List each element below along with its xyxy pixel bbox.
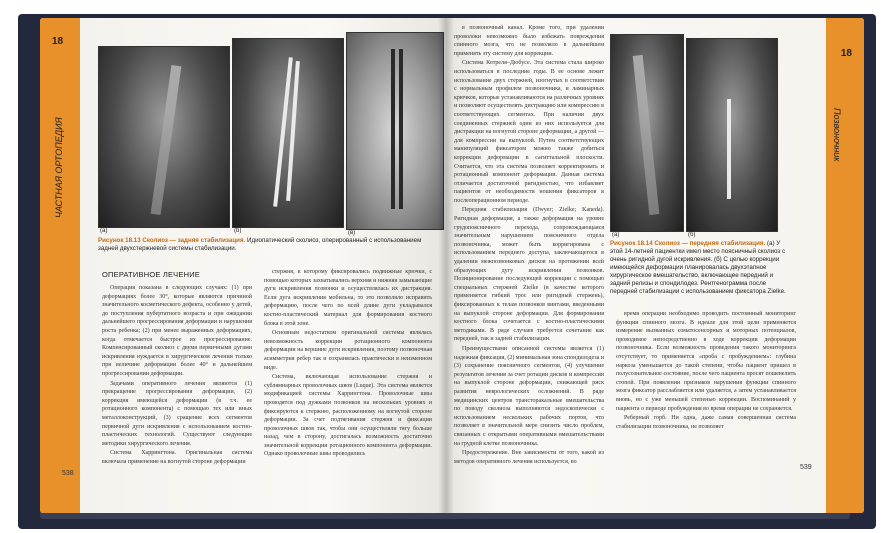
- paragraph: Система, включающая использование стержня и сублямнарных проволочных швов (Luque). Эта система является модификацией системы Харрингтона. Проволочные швы проводятся под дужками позвонков на нескольких уровнях и фиксируются к стержню, расположенному на вогнутой стороне деформации. За счет подтягивания стержня и фиксации проволочных швов так, чтобы они осуществляли тягу больше назад, чем в сторону, достигалась возможность достаточно значительной коррекции ротационного компонента деформации. Однако проволочные швы проводились: [264, 374, 432, 458]
- page-number-right: 539: [800, 464, 812, 471]
- caption-text: Идиопатический сколиоз, оперированный с использованием задней двухстержневой системы стабилизации.: [98, 237, 422, 252]
- paragraph: Задачами оперативного лечения являются (1) прекращение прогрессирования деформации, (2) коррекция имеющейся деформации (в т.ч. ее ротационного компонента) с помощью тех или иных металлоконструкций, (3) сращение всех сегментов первичной дуги искривления с использованием костно-пластических технологий. Существуют следующие методики хирургического лечения.: [102, 380, 252, 447]
- text-column-left-1: [102, 284, 252, 502]
- paragraph: Система Котреля–Дюбусе. Эта система стала широко использоваться в последние годы. В ее основе лежит использование двух стержней, изогнутых в соответствии с нормальным профилем позвоночника, и ламинарных крючков, которые устанавливаются на различных уровнях и позволяют осуществлять дистракцию или компрессию в соответствующих сегментах. При наличии двух соединенных стержней один из них используется для дистракции на вогнутой стороне деформации, а другой — для компрессии на выпуклой. Путем соответствующих манипуляций фиксатором можно также добиться коррекции деформации в сагиттальной плоскости. Считается, что эта система позволяет корректировать и ротационный компонент деформации. Данная система отличается достаточной ригидностью, что избавляет пациентов от необходимости ношения фиксаторов в послеоперационном периоде.: [454, 60, 604, 204]
- chapter-number-left: 18: [52, 36, 64, 47]
- xray-image-14b: [686, 38, 778, 232]
- xray-image-14a: [610, 34, 684, 232]
- figure-label-b: (b): [234, 228, 242, 234]
- figure-label-14b: (б): [688, 232, 696, 238]
- section-heading: ОПЕРАТИВНОЕ ЛЕЧЕНИЕ: [102, 270, 200, 279]
- caption-lead: Рисунок 18.13 Сколиоз — задняя стабилизация.: [98, 237, 246, 244]
- caption-text: (a) У этой 14-летней пациентки имел место поясничный сколиоз с очень ригидной дугой искривления. (б) С целью коррекции имеющейся деформации планировалась двухэтапное хирургическое вмешательство, включающее передний и задний релизы и спондилодез. Рентгенограмма после передней стабилизации с использованием фиксатора Zielke.: [610, 240, 786, 295]
- left-page: [40, 18, 446, 513]
- chapter-tab-right: [826, 18, 864, 513]
- xray-image-a: [98, 46, 230, 228]
- chapter-number-right: 18: [840, 48, 852, 59]
- paragraph: Реберный горб. Ни одна, даже самая совершенная система стабилизации позвоночника, не позволяет: [616, 415, 796, 430]
- text-column-left-2: [264, 268, 432, 496]
- running-head-left: ЧАСТНАЯ ОРТОПЕДИЯ: [54, 117, 64, 218]
- paragraph: в позвоночный канал. Кроме того, при удалении проволоки невозможно было избежать повреждения спинного мозга, что не позволяло в дальнейшем применять эту систему для коррекции.: [454, 25, 604, 57]
- paragraph: Система Харрингтона. Оригинальная система включала применение на вогнутой стороне деформации: [102, 450, 252, 465]
- right-page: [446, 18, 864, 513]
- paragraph: Передняя стабилизация (Dwyer; Zielke; Kaneda). Ригидная деформация, а также деформация на уровне грудопоясничного перехода, сопровождающаяся значительным нарушением поясничного отдела позвоночника, может быть корригирована с использованием переднего доступа, заключающегося в удалении межпозвонковых дисков на протяжении всей образующих дугу искривления позвонков. Позиционирование последующей коррекции с помощью специальных стержней Zielke (в качестве которого применяется гибкий трос или ригидный стержень), фиксированных к телам позвонков винтами, введенными на выпуклой стороне деформации. Для формирования костного блока сочетается с костно-пластическими методиками. В ряде случаев требуется сочетание как передней, так и задней стабилизации.: [454, 207, 604, 343]
- figure-label-a: (a): [100, 228, 108, 234]
- paragraph: время операции необходимо проводить постоянный мониторинг функции спинного мозга. В идеале для этой цели применяется измерение вызванных соматосенсорных и моторных потенциалов, проводимое непосредственно в ходе коррекции деформации позвоночника. Если возможность проведения такого мониторинга отсутствует, то применяется «проба с пробуждением»: глубина наркоза уменьшается до такой степени, чтобы пациент пришел в полусознательное состояние, после чего пациента просят пошевелить стопой. При появлении признаков нарушения функции спинного мозга фиксатор расслабляется или удаляется, а затем устанавливается вновь, но с уже меньшей степенью коррекции. Воспоминаний у пациента о периоде пробуждения во время операции не сохраняется.: [616, 311, 796, 412]
- figure-caption-right: [610, 240, 786, 296]
- page-number-left: 538: [62, 470, 74, 477]
- xray-image-b: [232, 38, 344, 228]
- figure-caption-left: [98, 237, 440, 253]
- text-column-right-1: [454, 24, 604, 479]
- figure-label-c: (в): [348, 230, 356, 236]
- paragraph: Основным недостатком оригинальной системы являлась невозможность коррекции ротационного компонента деформации на вершине дуги искривления, поэтому позвоночная асимметрия ребер так и сохранялась практически в неизменном виде.: [264, 330, 432, 371]
- chapter-tab-left: [40, 18, 80, 513]
- xray-image-c: [346, 32, 444, 230]
- paragraph: Предостережение. Вне зависимости от того, какой из методов оперативного лечения используется, во: [454, 450, 604, 465]
- running-head-right: Позвоночник: [832, 108, 842, 162]
- text-column-right-2: [616, 310, 796, 490]
- paragraph: Операция показана в следующих случаях: (1) при деформациях более 30°, которые являются причиной значительного косметического дефекта, особенно у детей, до поступления пубертатного возраста и при ожидании дальнейшего прогрессирования деформации и нарушения роста ребенка; (2) при менее выраженных деформациях, когда отмечается быстрое их прогрессирование. Компенсированный сколиоз с двумя первичными дугами искривления нуждается в хирургическом лечении только при величине деформации более 40° и дальнейшем прогрессировании деформации.: [102, 285, 252, 377]
- paragraph: стержня, к которому фиксировались подвижные крючки, с помощью которых захватывались верхняя и нижняя замыкающие дуги искривления позвонки и осуществлялась их дистракция. Если дуга искривления мобильна, то это позволяло исправить деформацию, после чего по всей длине дуги укладывался костно-пластический материал для формирования костного блока в этой зоне.: [264, 269, 432, 327]
- caption-lead: Рисунок 18.14 Сколиоз — передняя стабилизация.: [610, 240, 766, 247]
- paragraph: Преимуществами описанной системы является (1) надежная фиксация, (2) минимальная зона спондилодеза и (3) сохранение поясничного сегментов, (4) улучшение результатов лечения за счет ротации дисков и компрессии на выпуклой стороне деформации, снижающей риск развития неврологических осложнений. В ряде медицинских центров трансторакальные вмешательства по поводу сколиоза выполняются эндоскопически с использованием нескольких рабочих портов, что позволяет в значительной мере снизить число проблем, связанных с открытыми оперативными вмешательствами на грудной клетке позвоночника.: [454, 345, 604, 447]
- figure-label-14a: (a): [612, 232, 620, 238]
